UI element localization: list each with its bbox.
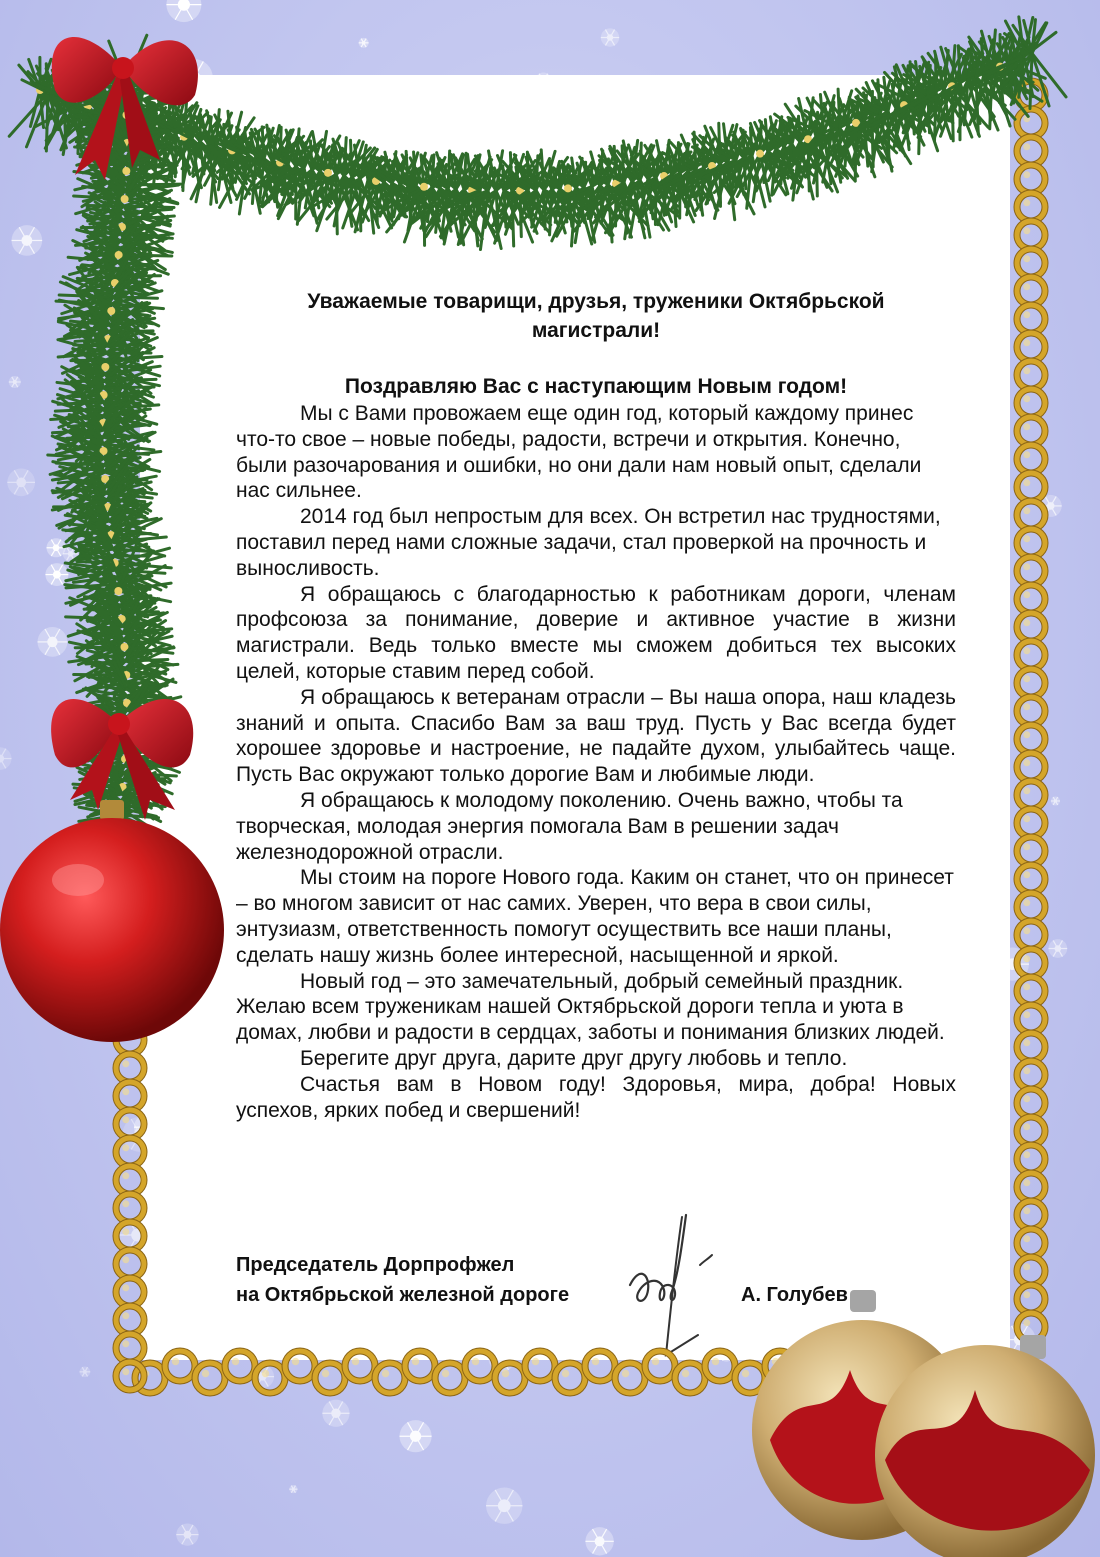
paragraph-2: 2014 год был непростым для всех. Он встретил нас трудностями, поставил перед нами сложные задачи, стал проверкой на прочность и выносливость. [236,505,941,580]
snowflake-icon [9,376,21,388]
snowflake-icon [176,1523,198,1545]
snowflake-icon [289,1485,297,1493]
snowflake-icon [486,1488,522,1524]
snowflake-icon [585,1527,613,1555]
paragraph-6: Мы стоим на пороге Нового года. Каким он станет, что он принесет – во многом зависит от нас самих. Уверен, что вера в свои силы, энтузиазм, ответственность помогут осуществить все наши планы, сделать нашу жизнь более интересной, насыщенной и яркой. [236,866,954,967]
signer-title-line-1: Председатель Дорпрофжел [236,1254,515,1276]
signer-name: А. Голубев [741,1284,848,1306]
snowflake-icon [12,225,43,256]
snowflake-icon [965,1466,985,1486]
snowflake-icon [601,28,619,46]
snowflake-icon [7,469,35,497]
snowflake-icon [38,627,68,657]
snowflake-icon [1040,495,1062,517]
snowflake-icon [1051,796,1060,805]
paragraph-4: Я обращаюсь к ветеранам отрасли – Вы наша опора, наш кладезь знаний и опыта. Спасибо Вам за ваш труд. Пусть у Вас всегда будет хорошее здоровье и настроение, не падайте духом, улыбайтесь чаще. Пусть Вас окружают только дорогие Вам и любимые люди. [236,685,956,787]
snowflake-icon [322,1400,349,1427]
snowflake-icon [45,563,68,586]
paragraph-3: Я обращаюсь с благодарностью к работникам дороги, членам профсоюза за понимание, доверие и активное участие в жизни магистрали. Ведь только вместе мы сможем добиться тех высоких целей, которые ставим перед собой. [236,582,956,683]
letter-body [236,287,956,1123]
snowflake-icon [399,1420,431,1452]
handwritten-signature [620,1205,730,1375]
paragraph-5: Я обращаюсь к молодому поколению. Очень важно, чтобы та творческая, молодая энергия помогала Вам в решении задач железнодорожной отрасли. [236,788,903,864]
snowflake-icon [80,1367,91,1378]
heading-line-2: магистрали! [531,319,661,342]
snowflake-icon [0,747,11,770]
snowflake-icon [166,0,201,22]
snowflake-icon [47,538,66,557]
paragraph-9: Счастья вам в Новом году! Здоровья, мира, добра! Новых успехов, ярких побед и свершений! [236,1072,956,1122]
greeting: Поздравляю Вас с наступающим Новым годом! [344,375,848,398]
snowflake-icon [359,38,369,48]
signer-title-line-2: на Октябрьской железной дороге [236,1284,570,1306]
snowflake-icon [1048,939,1067,958]
letter-heading [236,287,956,345]
snowflake-icon [180,53,191,64]
paragraph-8: Берегите друг друга, дарите друг другу любовь и тепло. [300,1046,848,1070]
snowflake-icon [251,1365,274,1388]
paragraph-7: Новый год – это замечательный, добрый семейный праздник. Желаю всем труженикам нашей Октябрьской дороги тепла и уюта в домах, любви и радости в сердцах, заботы и понимания близких людей. [236,969,945,1045]
paragraph-1: Мы с Вами провожаем еще один год, который каждому принес что-то свое – новые победы, радости, встречи и открытия. Конечно, были разочарования и ошибки, но они дали нам новый опыт, сделали нас сильнее. [236,402,922,503]
heading-line-1: Уважаемые товарищи, друзья, труженики Октябрьской [307,290,885,313]
signature-block [236,1250,876,1310]
